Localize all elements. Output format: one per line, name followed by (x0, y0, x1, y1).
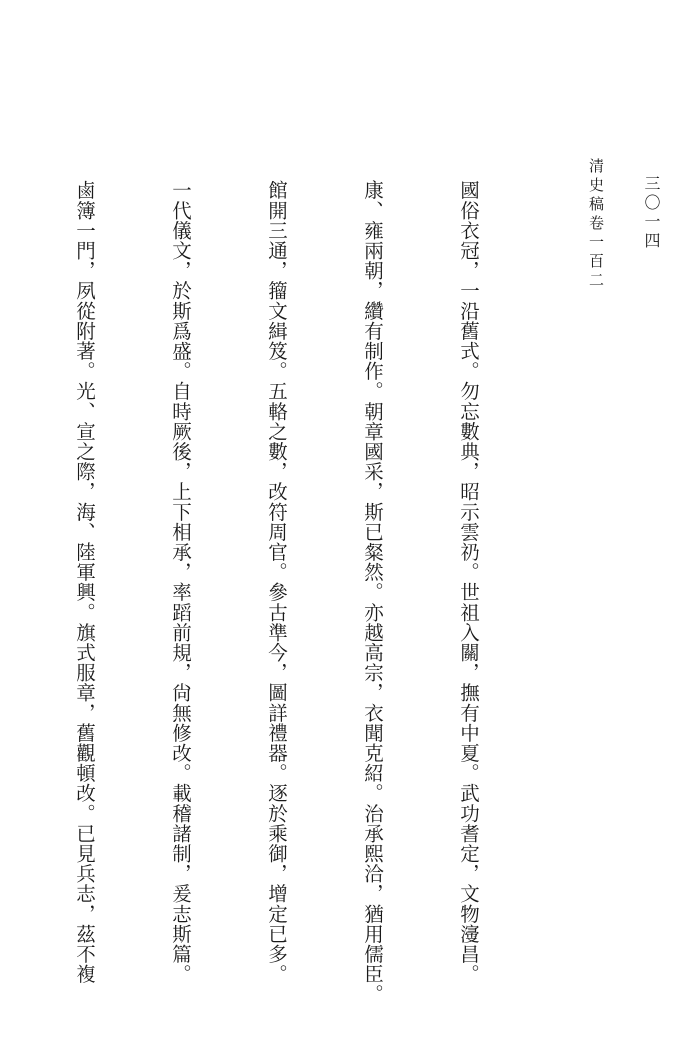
text-column: 鹵簿一門，夙從附著。光、宣之際，海、陸軍興。旗式服章，舊觀頓改。已見兵志，茲不複 (73, 180, 96, 984)
text-column: 康、雍兩朝，纘有制作。朝章國采，斯已粲然。亦越高宗，衣聞克紹。治承熙洽，猶用儒臣。 (361, 180, 384, 1005)
text-column: 館開三通，籀文緝笈。五輅之數，改符周官。參古準今，圖詳禮器。逐於乘御，增定已多。 (265, 180, 288, 984)
text-column: 國俗衣冠，一沿舊式。勿忘數典，昭示雲礽。世祖入關，撫有中夏。武功耆定，文物濅昌。 (457, 180, 480, 984)
running-head-title: 清史稿卷一百二 (587, 158, 605, 291)
body-text (73, 180, 548, 1005)
text-column (0, 180, 4, 820)
text-column: 一代儀文，於斯爲盛。自時厥後，上下相承，率蹈前規，尙無修改。載稽諸制，爰志斯篇。 (169, 180, 192, 984)
page-number: 三〇一四 (642, 175, 661, 251)
